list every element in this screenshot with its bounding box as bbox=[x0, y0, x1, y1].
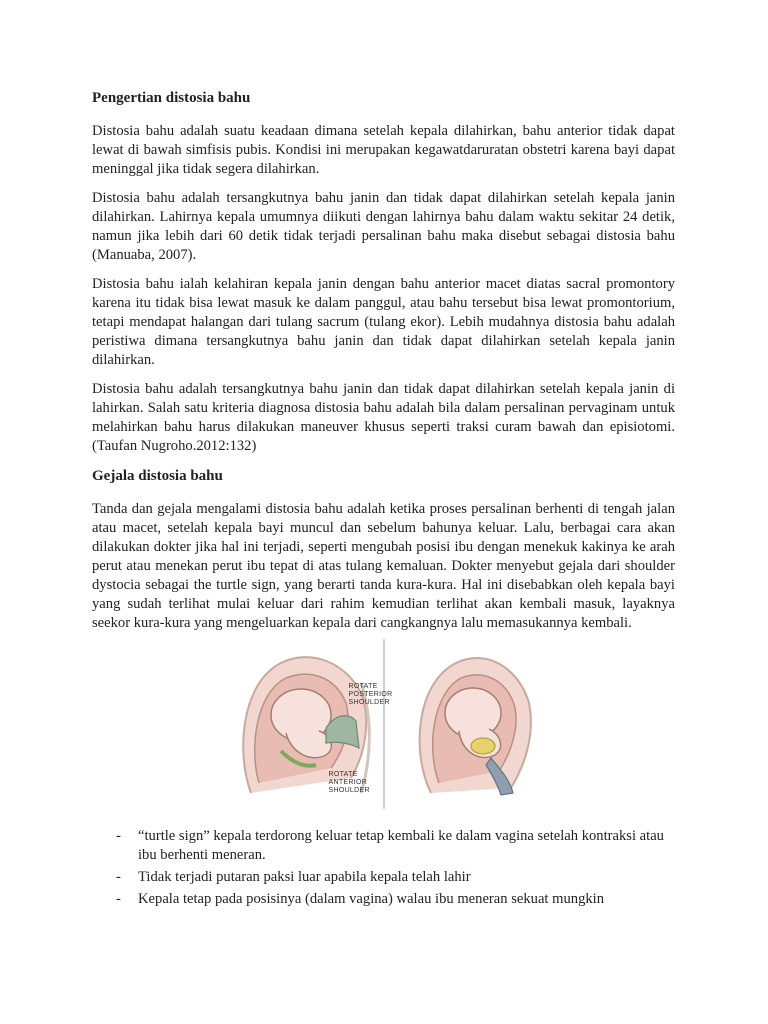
shoulder-dystocia-illustration bbox=[92, 643, 675, 809]
rotate-anterior-shoulder-label: ROTATE ANTERIOR SHOULDER bbox=[328, 771, 370, 794]
bullet-marker: - bbox=[116, 891, 121, 907]
posterior-rotation-drawing bbox=[391, 643, 537, 803]
section-heading-pengertian: Pengertian distosia bahu bbox=[92, 90, 251, 106]
figure-divider bbox=[383, 639, 385, 809]
list-item bbox=[92, 890, 675, 909]
rotate-posterior-shoulder-label: ROTATE POSTERIOR SHOULDER bbox=[348, 683, 393, 706]
section-heading-gejala: Gejala distosia bahu bbox=[92, 468, 223, 484]
bullet-marker: - bbox=[116, 828, 121, 844]
list-item-text: “turtle sign” kepala terdorong keluar tetap kembali ke dalam vagina setelah kontraksi atau ibu berhenti meneran. bbox=[138, 828, 664, 863]
bullet-marker: - bbox=[116, 869, 121, 885]
paragraph: Distosia bahu adalah suatu keadaan dimana setelah kepala dilahirkan, bahu anterior tidak dapat lewat di bawah simfisis pubis. Kondisi ini merupakan kegawatdaruratan obstetri karena bayi dapat meninggal jika tidak segera dilahirkan. bbox=[92, 123, 675, 177]
symptom-list bbox=[92, 827, 675, 909]
illustration-left-panel bbox=[231, 643, 377, 803]
list-item bbox=[92, 868, 675, 887]
list-item bbox=[92, 827, 675, 865]
list-item-text: Tidak terjadi putaran paksi luar apabila kepala telah lahir bbox=[138, 869, 471, 885]
paragraph: Distosia bahu adalah tersangkutnya bahu janin dan tidak dapat dilahirkan setelah kepala janin di lahirkan. Salah satu kriteria diagnosa distosia bahu adalah bila dalam persalinan pervaginam untuk melahirkan bahu harus dilakukan maneuver khusus seperti traksi curam bawah dan episiotomi. (Taufan Nugroho.2012:132) bbox=[92, 381, 675, 454]
paragraph: Distosia bahu adalah tersangkutnya bahu janin dan tidak dapat dilahirkan setelah kepala janin dilahirkan. Lahirnya kepala umumnya diikuti dengan lahirnya bahu dalam waktu sekitar 24 detik, namun jika lebih dari 60 detik tidak terjadi persalinan bahu maka disebut sebagai distosia bahu (Manuaba, 2007). bbox=[92, 190, 675, 263]
list-item-text: Kepala tetap pada posisinya (dalam vagina) walau ibu meneran sekuat mungkin bbox=[138, 891, 605, 907]
paragraph: Distosia bahu ialah kelahiran kepala janin dengan bahu anterior macet diatas sacral promontory karena itu tidak bisa lewat masuk ke dalam panggul, atau bahu tersebut bisa lewat promontorium, tetapi mendapat halangan dari tulang sacrum (tulang ekor). Lebih mudahnya distosia bahu adalah peristiwa dimana tersangkutnya bahu janin dan tidak dapat dilahirkan setelah kepala janin dilahirkan. bbox=[92, 276, 675, 368]
paragraph: Tanda dan gejala mengalami distosia bahu adalah ketika proses persalinan berhenti di tengah jalan atau macet, setelah kepala bayi muncul dan sebelum bahunya keluar. Lalu, berbagai cara akan dilakukan dokter jika hal ini terjadi, seperti mengubah posisi ibu dengan menekuk kakinya ke arah perut atau menekan perut ibu tepat di atas tulang kemaluan. Dokter menyebut gejala dari shoulder dystocia sebagai the turtle sign, yang berarti tanda kura-kura. Hal ini disebabkan oleh kepala bayi yang sudah terlihat mulai keluar dari rahim kemudian terlihat akan kembali masuk, layaknya seekor kura-kura yang mengeluarkan kepala dari cangkangnya lalu memasukannya kembali. bbox=[92, 501, 675, 631]
